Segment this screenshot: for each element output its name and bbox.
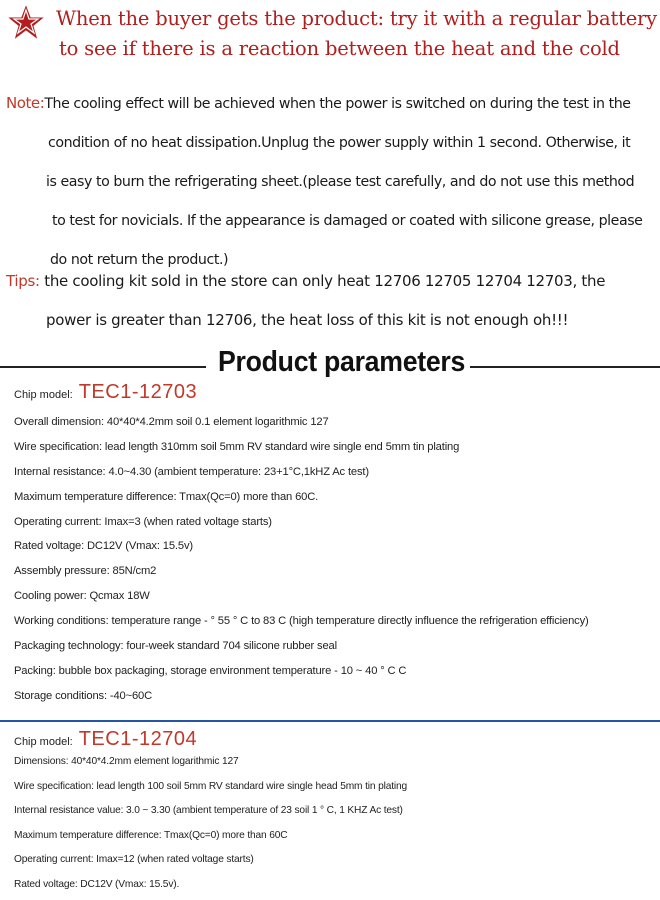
note-line-4: to test for novicials. If the appearance is damaged or coated with silicone grease, please [52,213,643,229]
headline-line-2: to see if there is a reaction between the heat and the cold [59,37,620,60]
headline [56,4,656,64]
tips-line-2: power is greater than 12706, the heat loss of this kit is not enough oh!!! [46,311,569,329]
tips-label: Tips: [6,272,40,290]
param-row: Packaging technology: four-week standard 704 silicone rubber seal [14,640,337,653]
section-divider [0,720,660,722]
note-block [6,84,656,280]
product-2-params [14,750,654,898]
param-row: Packing: bubble box packaging, storage environment temperature - 10 ~ 40 ° C C [14,664,407,677]
headline-line-1: When the buyer gets the product: try it with a regular battery [56,7,657,30]
note-line-5: do not return the product.) [50,252,229,268]
section-title: Product parameters [218,346,466,378]
section-rule-right [470,366,660,368]
section-rule-left [0,366,206,368]
note-label: Note: [6,94,45,112]
param-row: Maximum temperature difference: Tmax(Qc=0) more than 60C [14,829,288,841]
param-row: Storage conditions: -40~60C [14,689,153,702]
param-row: Assembly pressure: 85N/cm2 [14,565,157,578]
note-line-1: Note:The cooling effect will be achieved when the power is switched on during the test in the [6,94,631,112]
chip-model-row [14,381,197,404]
param-row: Working conditions: temperature range - ° 55 ° C to 83 C (high temperature directly influence the refrigeration efficiency) [14,615,589,628]
note-line-3: is easy to burn the refrigerating sheet.(please test carefully, and do not use this method [46,174,635,190]
chip-model-label: Chip model: [14,736,73,748]
chip-model-label: Chip model: [14,389,73,401]
param-row: Rated voltage: DC12V (Vmax: 15.5v) [14,540,193,553]
param-row: Wire specification: lead length 310mm soil 5mm RV standard wire single end 5mm tin plating [14,440,460,453]
tips-line-1: Tips: the cooling kit sold in the store can only heat 12706 12705 12704 12703, the [6,272,606,290]
chip-model-row [14,728,197,751]
param-row: Dimensions: 40*40*4.2mm element logarithmic 127 [14,756,239,767]
param-row: Maximum temperature difference: Tmax(Qc=0) more than 60C. [14,490,319,503]
chip-model-value: TEC1-12704 [78,728,198,750]
param-row: Overall dimension: 40*40*4.2mm soil 0.1 element logarithmic 127 [14,416,329,428]
product-1-params [14,410,654,709]
chip-model-value: TEC1-12703 [78,381,198,403]
tips-block [6,262,656,340]
param-row: Wire specification: lead length 100 soil 5mm RV standard wire single head 5mm tin plating [14,780,408,792]
param-row: Internal resistance: 4.0~4.30 (ambient temperature: 23+1°C,1kHZ Ac test) [14,465,369,478]
param-row: Operating current: Imax=3 (when rated voltage starts) [14,515,272,528]
note-line-2: condition of no heat dissipation.Unplug the power supply within 1 second. Otherwise, it [48,135,631,151]
param-row: Internal resistance value: 3.0 ~ 3.30 (ambient temperature of 23 soil 1 ° C, 1 KHZ Ac test) [14,805,403,817]
star-icon [4,2,48,42]
param-row: Rated voltage: DC12V (Vmax: 15.5v). [14,878,180,890]
param-row: Cooling power: Qcmax 18W [14,590,150,603]
param-row: Operating current: Imax=12 (when rated voltage starts) [14,854,254,866]
